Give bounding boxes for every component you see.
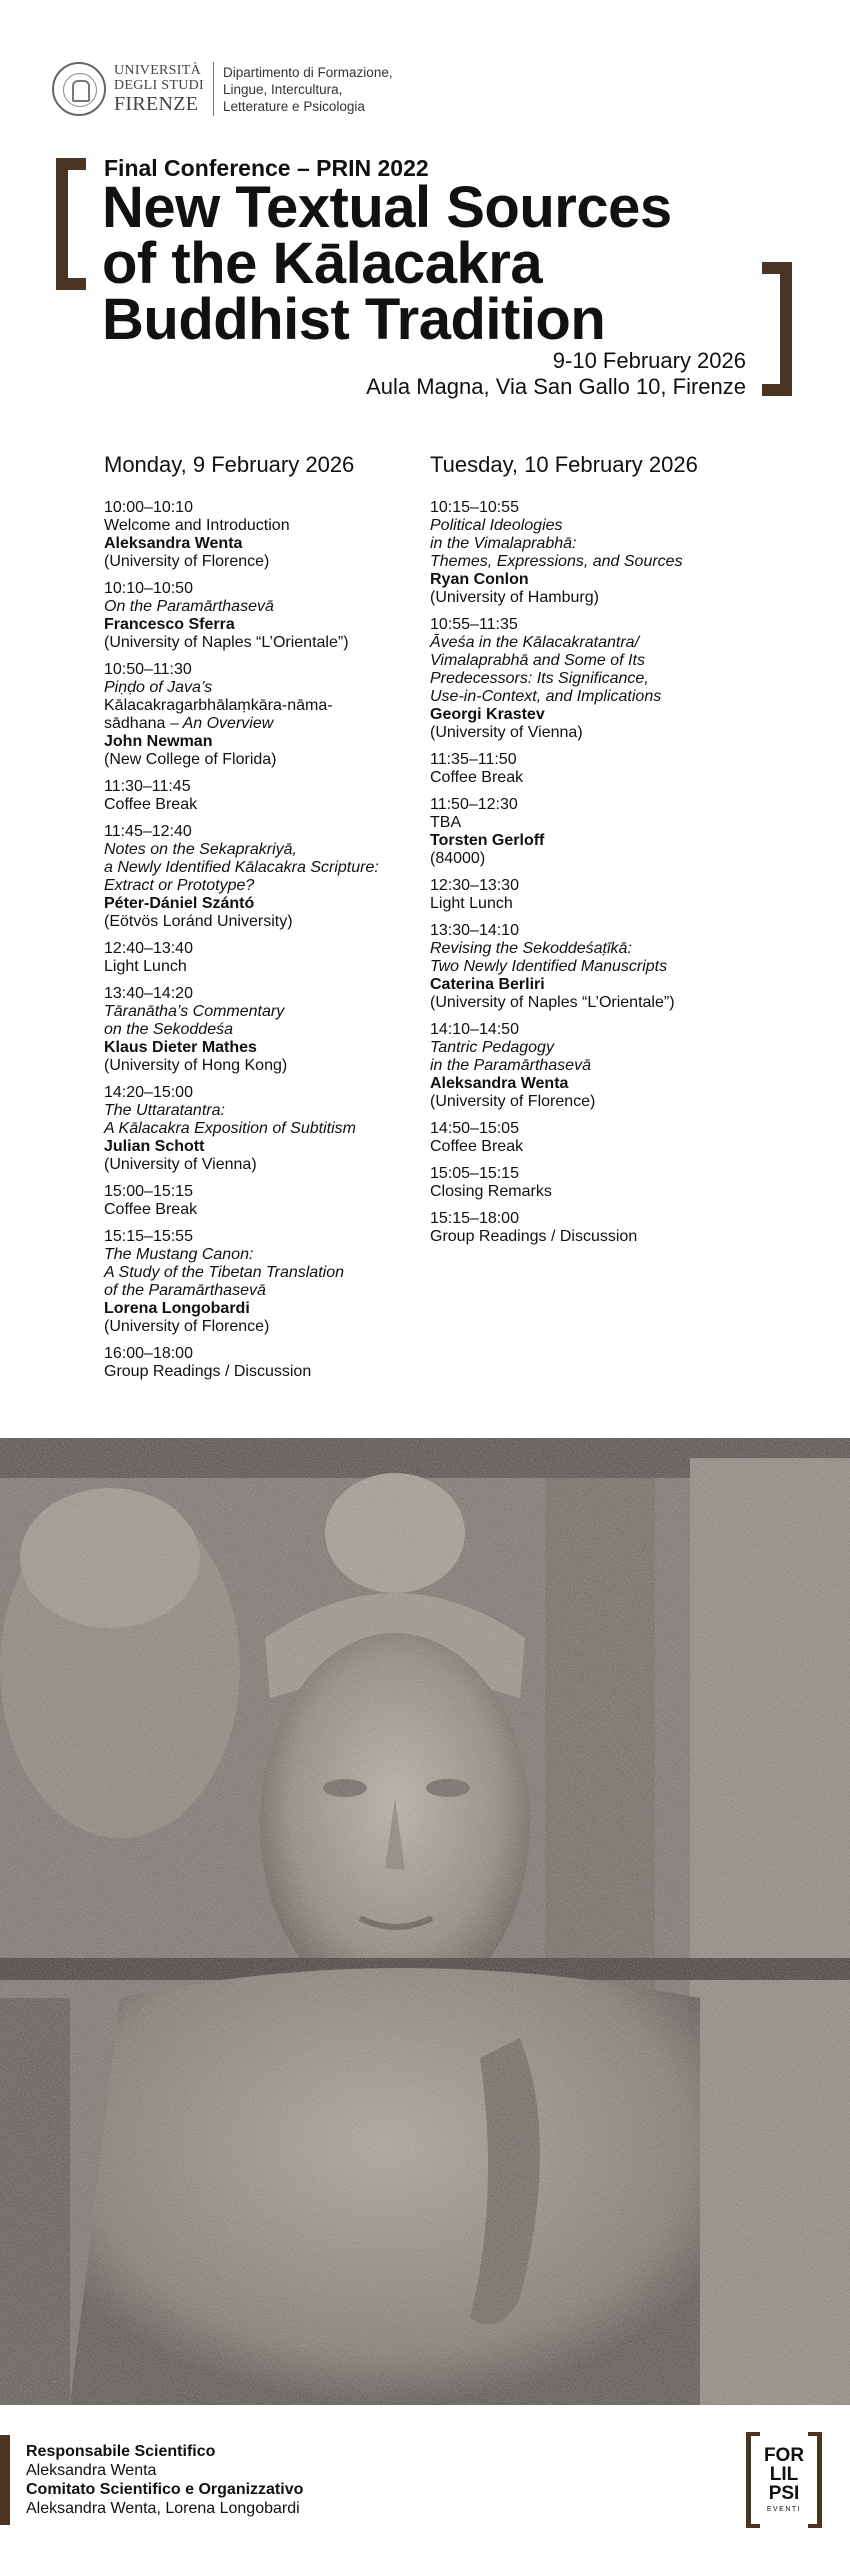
- session-time: 14:50–15:05: [430, 1120, 519, 1137]
- session-time: 12:40–13:40: [104, 940, 193, 957]
- session-title: Tāranātha’s Commentary: [104, 1003, 285, 1020]
- session-item: [430, 922, 750, 1012]
- session-title: [104, 715, 424, 733]
- session-item: [430, 877, 750, 913]
- session-time: 12:30–13:30: [430, 877, 519, 894]
- session-label: Coffee Break: [104, 1201, 198, 1218]
- session-time: 10:15–10:55: [430, 499, 519, 516]
- event-subtitle: Final Conference – PRIN 2022: [104, 155, 429, 181]
- session-time: 15:05–15:15: [430, 1165, 519, 1182]
- session-time: 11:35–11:50: [430, 751, 517, 768]
- session-list: [430, 499, 750, 1246]
- university-seal-icon: [52, 62, 106, 116]
- session-item: [104, 1345, 424, 1381]
- logo-line: FOR: [763, 2445, 805, 2466]
- session-label: Coffee Break: [104, 796, 198, 813]
- session-title: Two Newly Identified Manuscripts: [430, 958, 668, 975]
- session-time: 14:20–15:00: [104, 1084, 193, 1101]
- session-item: [104, 1183, 424, 1219]
- session-speaker: Georgi Krastev: [430, 706, 545, 723]
- session-title: Āveśa in the Kālacakratantra/: [430, 634, 640, 651]
- stone-relief-illustration: [0, 1438, 850, 2405]
- session-title: Revising the Sekoddeśaṭīkā:: [430, 940, 632, 957]
- session-affiliation: (University of Florence): [430, 1093, 596, 1110]
- session-label: Coffee Break: [430, 769, 524, 786]
- session-speaker: Aleksandra Wenta: [104, 535, 243, 552]
- session-affiliation: (University of Hamburg): [430, 589, 599, 606]
- stone-relief-photo: [0, 1438, 850, 2405]
- session-title: in the Vimalaprabhā:: [430, 535, 577, 552]
- logo-line: PSI: [768, 2483, 800, 2504]
- session-speaker: Francesco Sferra: [104, 616, 235, 633]
- session-item: [430, 1021, 750, 1111]
- session-affiliation: (University of Florence): [104, 553, 270, 570]
- session-title: On the Paramārthasevā: [104, 598, 274, 615]
- credits: [26, 2442, 303, 2518]
- session-item: [104, 823, 424, 931]
- session-item: [430, 796, 750, 868]
- university-name: [114, 63, 204, 115]
- session-label: Closing Remarks: [430, 1183, 552, 1200]
- session-item: [104, 985, 424, 1075]
- session-item: [430, 751, 750, 787]
- session-time: 10:55–11:35: [430, 616, 518, 633]
- session-label: Light Lunch: [430, 895, 513, 912]
- day-heading: Monday, 9 February 2026: [104, 452, 355, 477]
- session-speaker: Péter-Dániel Szántó: [104, 895, 255, 912]
- comitato-label: Comitato Scientifico e Organizzativo: [26, 2481, 304, 2498]
- session-time: 15:15–15:55: [104, 1228, 193, 1245]
- session-title: Use-in-Context, and Implications: [430, 688, 662, 705]
- session-title: Political Ideologies: [430, 517, 563, 534]
- program-monday: [104, 452, 424, 1390]
- session-title: [104, 679, 424, 697]
- event-title: [102, 175, 782, 352]
- university-logo: [52, 62, 393, 116]
- university-name-line: DEGLI STUDI: [114, 78, 205, 93]
- session-item: [104, 580, 424, 652]
- session-time: 10:00–10:10: [104, 499, 193, 516]
- university-name-line: UNIVERSITÀ: [114, 63, 201, 78]
- right-bracket-decoration: [762, 262, 792, 396]
- session-time: 13:30–14:10: [430, 922, 519, 939]
- session-time: 11:45–12:40: [104, 823, 192, 840]
- session-list: [104, 499, 424, 1381]
- session-time: 10:50–11:30: [104, 661, 192, 678]
- comitato-names: Aleksandra Wenta, Lorena Longobardi: [26, 2500, 300, 2517]
- session-item: [104, 1084, 424, 1174]
- logo-line: LIL: [769, 2464, 799, 2485]
- session-affiliation: (Eötvös Loránd University): [104, 913, 293, 930]
- session-affiliation: (84000): [430, 850, 486, 867]
- session-title-upright: sādhana: [104, 715, 166, 732]
- footer-accent-bar: [0, 2435, 10, 2525]
- logo-text: [760, 2446, 808, 2515]
- session-title: The Mustang Canon:: [104, 1246, 254, 1263]
- session-label: Light Lunch: [104, 958, 187, 975]
- session-speaker: John Newman: [104, 733, 213, 750]
- session-item: [104, 1228, 424, 1336]
- session-title: A Kālacakra Exposition of Subtitism: [104, 1120, 356, 1137]
- session-affiliation: (University of Hong Kong): [104, 1057, 288, 1074]
- session-speaker: Klaus Dieter Mathes: [104, 1039, 257, 1056]
- session-affiliation: (University of Naples “L’Orientale”): [104, 634, 349, 651]
- session-affiliation: (University of Naples “L’Orientale”): [430, 994, 675, 1011]
- logo-subtext: EVENTI: [766, 2506, 802, 2513]
- session-affiliation: (University of Vienna): [430, 724, 583, 741]
- session-time: 13:40–14:20: [104, 985, 193, 1002]
- session-item: [430, 1120, 750, 1156]
- session-title: [104, 697, 424, 715]
- session-speaker: Caterina Berliri: [430, 976, 545, 993]
- session-title: a Newly Identified Kālacakra Scripture:: [104, 859, 379, 876]
- responsabile-label: Responsabile Scientifico: [26, 2443, 216, 2460]
- session-item: [430, 1210, 750, 1246]
- logo-bracket-left: [746, 2432, 760, 2528]
- session-title: Notes on the Sekaprakriyā,: [104, 841, 297, 858]
- session-title: Predecessors: Its Significance,: [430, 670, 649, 687]
- session-title: in the Paramārthasevā: [430, 1057, 591, 1074]
- session-title: Vimalaprabhā and Some of Its: [430, 652, 645, 669]
- session-speaker: Aleksandra Wenta: [430, 1075, 569, 1092]
- day-heading: Tuesday, 10 February 2026: [430, 452, 698, 477]
- department-line: Lingue, Intercultura,: [223, 81, 343, 97]
- session-title: Themes, Expressions, and Sources: [430, 553, 683, 570]
- session-time: 16:00–18:00: [104, 1345, 193, 1362]
- session-label: Coffee Break: [430, 1138, 524, 1155]
- session-title: The Uttaratantra:: [104, 1102, 225, 1119]
- session-time: 15:15–18:00: [430, 1210, 519, 1227]
- session-item: [104, 661, 424, 769]
- university-name-line: FIRENZE: [114, 93, 199, 115]
- session-speaker: Lorena Longobardi: [104, 1300, 250, 1317]
- session-time: 11:30–11:45: [104, 778, 191, 795]
- responsabile-name: Aleksandra Wenta: [26, 2462, 157, 2479]
- session-item: [104, 499, 424, 571]
- session-label: TBA: [430, 814, 462, 831]
- session-title: Extract or Prototype?: [104, 877, 255, 894]
- session-time: 15:00–15:15: [104, 1183, 193, 1200]
- logo-bracket-right: [808, 2432, 822, 2528]
- department-line: Letterature e Psicologia: [223, 98, 365, 114]
- session-title: Tantric Pedagogy: [430, 1039, 554, 1056]
- session-item: [104, 940, 424, 976]
- event-venue: Aula Magna, Via San Gallo 10, Firenze: [366, 374, 746, 399]
- event-date: 9-10 February 2026: [552, 348, 746, 373]
- session-affiliation: (University of Florence): [104, 1318, 270, 1335]
- session-time: 11:50–12:30: [430, 796, 518, 813]
- session-speaker: Julian Schott: [104, 1138, 205, 1155]
- session-title: on the Sekoddeśa: [104, 1021, 233, 1038]
- session-label: Welcome and Introduction: [104, 517, 290, 534]
- session-item: [430, 616, 750, 742]
- logo-divider: [213, 62, 214, 116]
- session-speaker: Torsten Gerloff: [430, 832, 545, 849]
- session-title-italic: Piṇḍo of Java’s: [104, 679, 213, 696]
- title-line: Buddhist Tradition: [102, 287, 606, 352]
- session-affiliation: (University of Vienna): [104, 1156, 257, 1173]
- session-title-upright: Kālacakragarbhālaṃkāra-nāma-: [104, 697, 333, 714]
- left-bracket-decoration: [56, 158, 86, 290]
- session-title-italic: – An Overview: [165, 715, 274, 732]
- forlilpsi-logo: [746, 2432, 822, 2528]
- program-tuesday: [430, 452, 750, 1255]
- department-name: [223, 64, 393, 115]
- session-label: Group Readings / Discussion: [430, 1228, 638, 1245]
- session-item: [430, 499, 750, 607]
- session-title: A Study of the Tibetan Translation: [104, 1264, 344, 1281]
- department-line: Dipartimento di Formazione,: [223, 64, 393, 80]
- session-item: [430, 1165, 750, 1201]
- session-time: 14:10–14:50: [430, 1021, 519, 1038]
- session-affiliation: (New College of Florida): [104, 751, 277, 768]
- session-title: of the Paramārthasevā: [104, 1282, 266, 1299]
- session-time: 10:10–10:50: [104, 580, 193, 597]
- session-label: Group Readings / Discussion: [104, 1363, 312, 1380]
- session-speaker: Ryan Conlon: [430, 571, 529, 588]
- title-line: of the Kālacakra: [102, 231, 543, 296]
- session-item: [104, 778, 424, 814]
- title-line: New Textual Sources: [102, 175, 672, 240]
